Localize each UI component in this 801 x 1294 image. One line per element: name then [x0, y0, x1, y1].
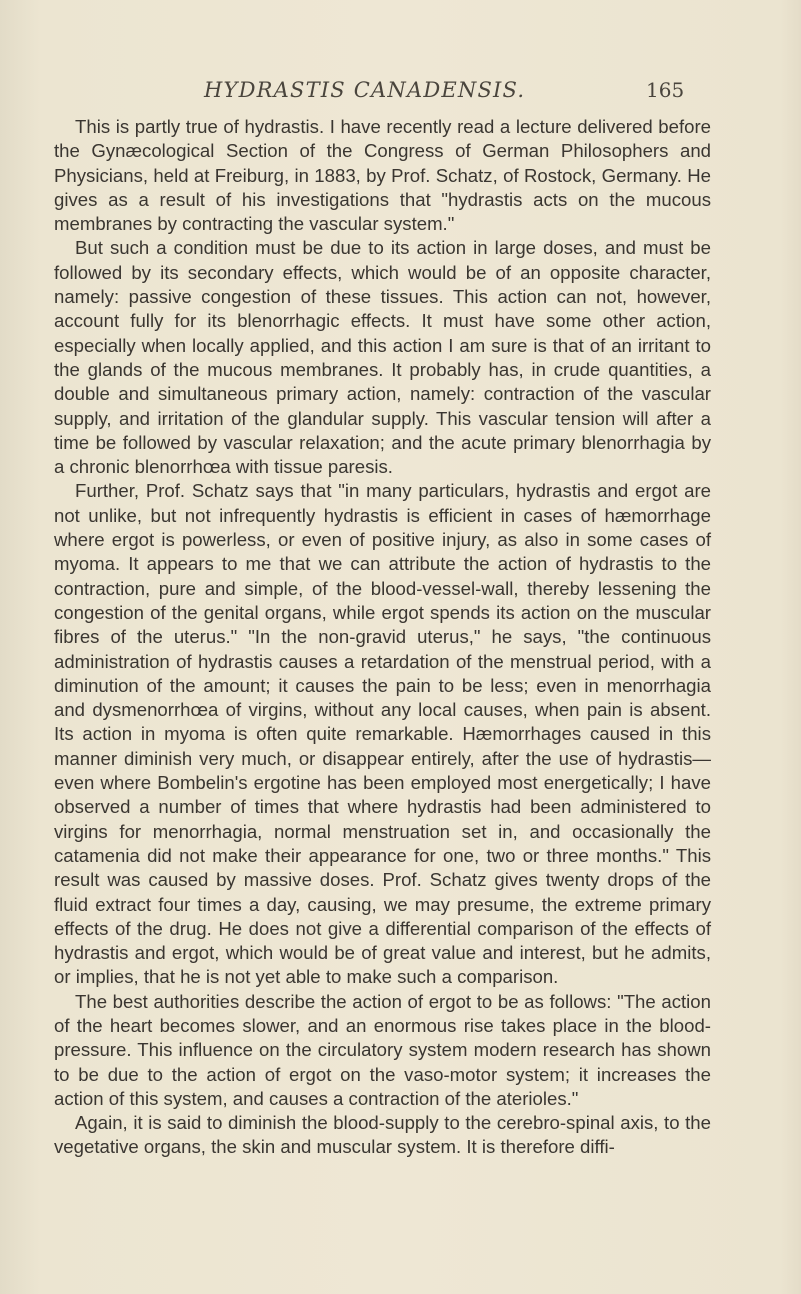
paragraph-4: The best authorities describe the action of ergot to be as follows: "The action of the heart becomes slower, and an enormous rise takes place in the blood-pressure. This influence on the circulatory system modern research has shown to be due to the action of ergot on the vaso-motor system; it increases the action of this system, and causes a contraction of the aterioles." [54, 990, 711, 1109]
page-header [0, 78, 801, 108]
paragraph-3: Further, Prof. Schatz says that "in many particulars, hydrastis and ergot are not unlike, but not infrequently hydrastis is efficient in cases of hæmorrhage where ergot is powerless, or even of positive injury, as also in some cases of myoma. It appears to me that we can attribute the action of hydrastis to the contraction, pure and simple, of the blood-vessel-wall, thereby lessening the congestion of the genital organs, while ergot spends its action on the muscular fibres of the uterus." "In the non-gravid uterus," he says, "the continuous administration of hydrastis causes a retardation of the menstrual period, with a diminution of the amount; it causes the pain to be less; even in menorrhagia and dysmenorrhœa of virgins, without any local causes, when pain is absent. Its action in myoma is often quite remarkable. Hæmorrhages caused in this manner diminish very much, or disappear entirely, after the use of hydrastis— even where Bombelin's ergotine has been employed most energetically; I have observed a number of times that where hydrastis had been administered to virgins for menorrhagia, normal menstruation set in, and occasionally the catamenia did not make their appearance for one, two or three months." This result was caused by massive doses. Prof. Schatz gives twenty drops of the fluid extract four times a day, causing, we may presume, the extreme primary effects of the drug. He does not give a differential comparison of the effects of hydrastis and ergot, which would be of great value and interest, but he admits, or implies, that he is not yet able to make such a comparison. [54, 480, 711, 988]
body-text [54, 115, 711, 1160]
paragraph-2: But such a condition must be due to its action in large doses, and must be followed by its secondary effects, which would be of an opposite character, namely: passive congestion of these tissues. This action can not, however, account fully for its blenorrhagic effects. It must have some other action, especially when locally applied, and this action I am sure is that of an irritant to the glands of the mucous membranes. It probably has, in crude quantities, a double and simultaneous primary action, namely: contraction of the vascular supply, and irritation of the glandular supply. This vascular tension will after a time be followed by vascular relaxation; and the acute primary blenorrhagia by a chronic blenorrhœa with tissue paresis. [54, 237, 711, 478]
running-title: HYDRASTIS CANADENSIS. [204, 78, 526, 102]
paragraph-5: Again, it is said to diminish the blood-supply to the cerebro-spinal axis, to the vegetative organs, the skin and muscular system. It is therefore diffi- [54, 1112, 711, 1158]
page-number: 165 [646, 78, 685, 102]
paragraph-1: This is partly true of hydrastis. I have recently read a lecture delivered before the Gynæcological Section of the Congress of German Philosophers and Physicians, held at Freiburg, in 1883, by Prof. Schatz, of Rostock, Germany. He gives as a result of his investigations that "hydrastis acts on the mucous membranes by contracting the vascular system." [54, 116, 711, 235]
